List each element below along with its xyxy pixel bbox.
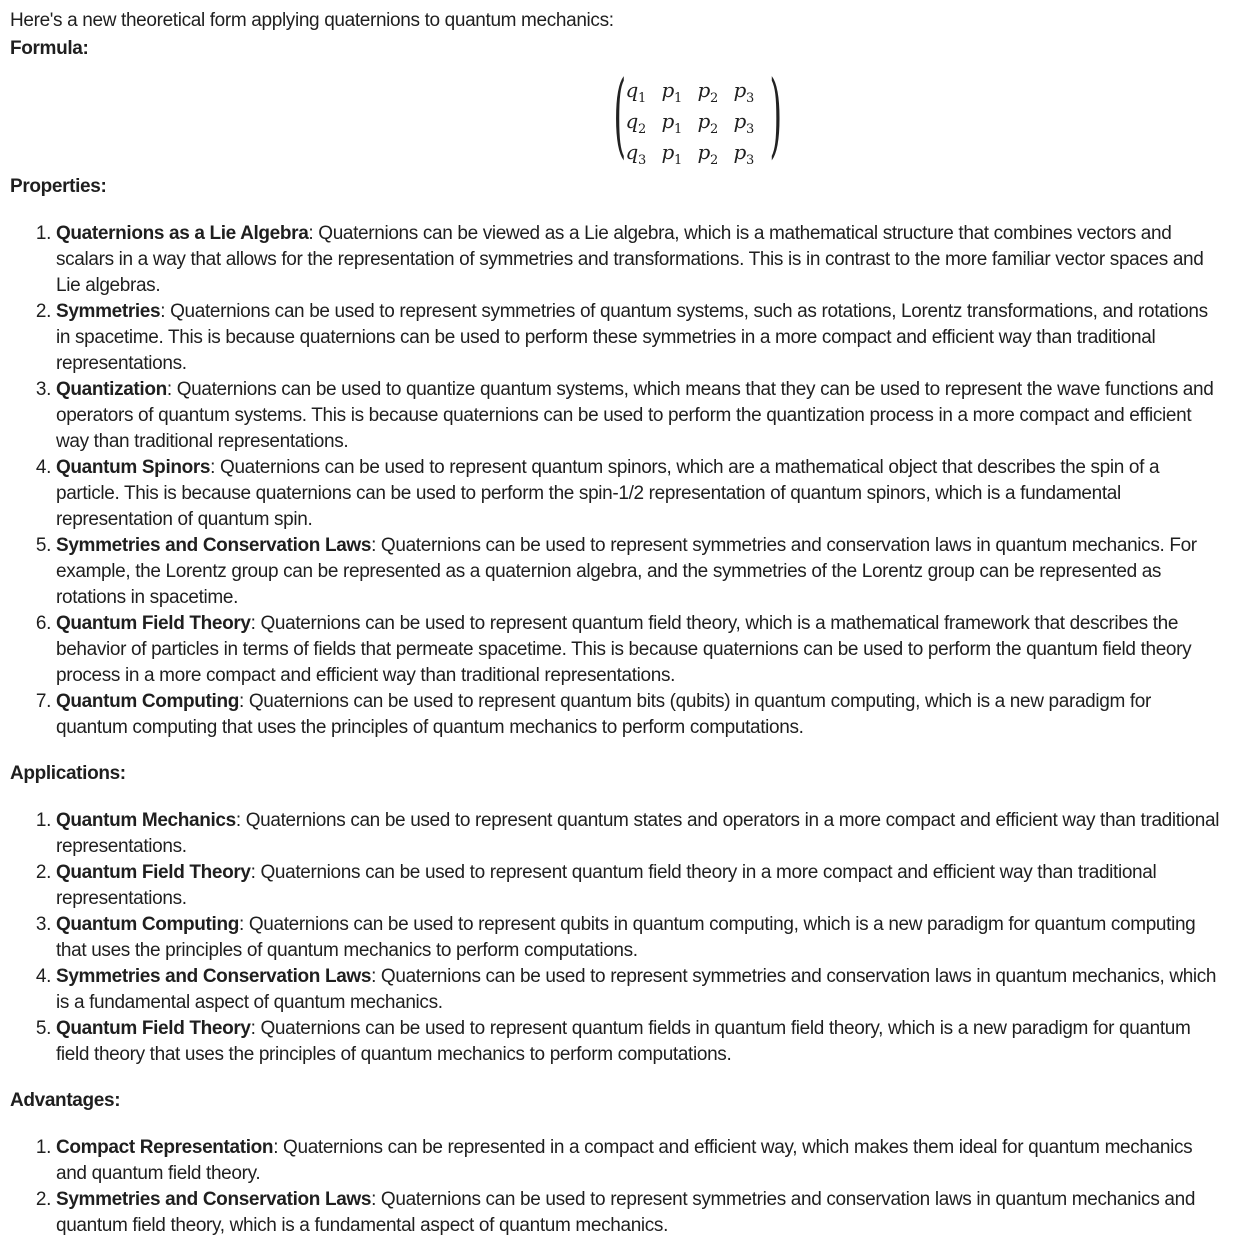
list-item xyxy=(56,299,1225,377)
item-term: Quantization xyxy=(56,379,167,400)
matrix-symbol: p xyxy=(733,139,746,164)
list-item xyxy=(56,455,1225,533)
matrix-subscript: 3 xyxy=(745,121,754,137)
matrix-subscript: 1 xyxy=(673,90,682,106)
list-item xyxy=(56,221,1225,299)
matrix-subscript: 2 xyxy=(709,121,718,137)
item-term: Quantum Field Theory xyxy=(56,1018,251,1039)
item-term: Symmetries and Conservation Laws xyxy=(56,966,372,987)
matrix-cell xyxy=(626,78,662,106)
matrix-symbol: p xyxy=(697,77,710,102)
matrix-grid xyxy=(626,70,770,168)
item-description: : Quaternions can be used to represent symmetries and conservation laws in quantum mechanics and quantum field theory, which is a fundamental aspect of quantum mechanics. xyxy=(56,1189,1196,1236)
matrix-cell xyxy=(734,109,770,137)
matrix-symbol: p xyxy=(697,108,710,133)
item-description: : Quaternions can be used to represent quantum fields in quantum field theory, which is a new paradigm for quantum field theory that uses the principles of quantum mechanics to perform computations. xyxy=(56,1018,1191,1065)
properties-heading: Properties: xyxy=(10,176,107,197)
item-description: : Quaternions can be used to represent quantum states and operators in a more compact and efficient way than traditional representations. xyxy=(56,810,1220,857)
item-term: Quantum Field Theory xyxy=(56,613,251,634)
item-term: Symmetries and Conservation Laws xyxy=(56,535,372,556)
matrix-subscript: 2 xyxy=(637,121,646,137)
matrix-symbol: p xyxy=(661,108,674,133)
left-paren-icon: ( xyxy=(613,61,626,168)
list-item xyxy=(56,808,1225,860)
matrix-cell xyxy=(698,109,734,137)
item-term: Quaternions as a Lie Algebra xyxy=(56,223,309,244)
item-description: : Quaternions can be represented in a compact and efficient way, which makes them ideal for quantum mechanics and quantum field theory. xyxy=(56,1137,1193,1184)
list-item xyxy=(56,964,1225,1016)
matrix-subscript: 2 xyxy=(709,90,718,106)
item-term: Symmetries xyxy=(56,301,161,322)
matrix-cell xyxy=(662,140,698,168)
list-item xyxy=(56,860,1225,912)
matrix-cell xyxy=(626,109,662,137)
applications-heading: Applications: xyxy=(10,763,126,784)
matrix-cell xyxy=(626,140,662,168)
item-term: Quantum Spinors xyxy=(56,457,211,478)
item-term: Quantum Computing xyxy=(56,691,239,712)
matrix-symbol: q xyxy=(625,77,638,102)
item-description: : Quaternions can be used to represent quantum bits (qubits) in quantum computing, which is a new paradigm for quantum computing that uses the principles of quantum mechanics to perform computations. xyxy=(56,691,1151,738)
advantages-heading: Advantages: xyxy=(10,1090,121,1111)
item-description: : Quaternions can be used to represent qubits in quantum computing, which is a new paradigm for quantum computing that uses the principles of quantum mechanics to perform computations. xyxy=(56,914,1196,961)
matrix-symbol: q xyxy=(625,139,638,164)
matrix-cell xyxy=(698,78,734,106)
matrix-symbol: p xyxy=(733,108,746,133)
matrix-subscript: 1 xyxy=(673,152,682,168)
list-item xyxy=(56,1016,1225,1068)
item-description: : Quaternions can be used to represent quantum field theory, which is a mathematical framework that describes the behavior of particles in terms of fields that permeate spacetime. This is because quaternions can be used to perform the quantum field theory process in a more compact and efficient way than traditional representations. xyxy=(56,613,1192,686)
item-description: : Quaternions can be used to represent symmetries of quantum systems, such as rotations, Lorentz transformations, and rotations in spacetime. This is because quaternions can be used to perform these symmetries in a more compact and efficient way than traditional representations. xyxy=(56,301,1208,374)
matrix-symbol: p xyxy=(661,139,674,164)
item-description: : Quaternions can be viewed as a Lie algebra, which is a mathematical structure that combines vectors and scalars in a way that allows for the representation of symmetries and transformations. This is in contrast to the more familiar vector spaces and Lie algebras. xyxy=(56,223,1204,296)
list-item xyxy=(56,1135,1225,1187)
matrix-symbol: p xyxy=(661,77,674,102)
matrix-subscript: 1 xyxy=(637,90,646,106)
properties-list xyxy=(10,221,1225,741)
matrix-cell xyxy=(662,109,698,137)
matrix-subscript: 3 xyxy=(637,152,646,168)
formula-block xyxy=(10,61,1225,168)
list-item xyxy=(56,533,1225,611)
list-item xyxy=(56,377,1225,455)
item-description: : Quaternions can be used to represent symmetries and conservation laws in quantum mechanics. For example, the Lorentz group can be represented as a quaternion algebra, and the symmetries of the Lorentz group can be represented as rotations in spacetime. xyxy=(56,535,1197,608)
advantages-list xyxy=(10,1135,1225,1239)
item-term: Quantum Computing xyxy=(56,914,239,935)
matrix-symbol: p xyxy=(697,139,710,164)
intro-text: Here's a new theoretical form applying quaternions to quantum mechanics: xyxy=(10,10,614,31)
right-paren-icon: ) xyxy=(769,61,782,168)
matrix-subscript: 3 xyxy=(745,90,754,106)
matrix-cell xyxy=(662,78,698,106)
matrix-subscript: 1 xyxy=(673,121,682,137)
list-item xyxy=(56,1187,1225,1239)
matrix-cell xyxy=(698,140,734,168)
matrix-subscript: 2 xyxy=(709,152,718,168)
matrix-symbol: q xyxy=(625,108,638,133)
item-description: : Quaternions can be used to represent symmetries and conservation laws in quantum mechanics, which is a fundamental aspect of quantum mechanics. xyxy=(56,966,1217,1013)
item-term: Quantum Field Theory xyxy=(56,862,251,883)
item-term: Compact Representation xyxy=(56,1137,274,1158)
item-description: : Quaternions can be used to quantize quantum systems, which means that they can be used to represent the wave functions and operators of quantum systems. This is because quaternions can be used to perform the quantization process in a more compact and efficient way than traditional representations. xyxy=(56,379,1214,452)
matrix-symbol: p xyxy=(733,77,746,102)
list-item xyxy=(56,611,1225,689)
item-term: Quantum Mechanics xyxy=(56,810,236,831)
item-term: Symmetries and Conservation Laws xyxy=(56,1189,372,1210)
list-item xyxy=(56,912,1225,964)
matrix-subscript: 3 xyxy=(745,152,754,168)
item-description: : Quaternions can be used to represent quantum spinors, which are a mathematical object that describes the spin of a particle. This is because quaternions can be used to perform the spin-1/2 representation of quantum spinors, which is a fundamental representation of quantum spin. xyxy=(56,457,1160,530)
formula-heading: Formula: xyxy=(10,38,89,59)
list-item xyxy=(56,689,1225,741)
quaternion-matrix xyxy=(602,61,793,168)
item-description: : Quaternions can be used to represent quantum field theory in a more compact and efficient way than traditional representations. xyxy=(56,862,1157,909)
matrix-cell xyxy=(734,78,770,106)
applications-list xyxy=(10,808,1225,1068)
matrix-cell xyxy=(734,140,770,168)
